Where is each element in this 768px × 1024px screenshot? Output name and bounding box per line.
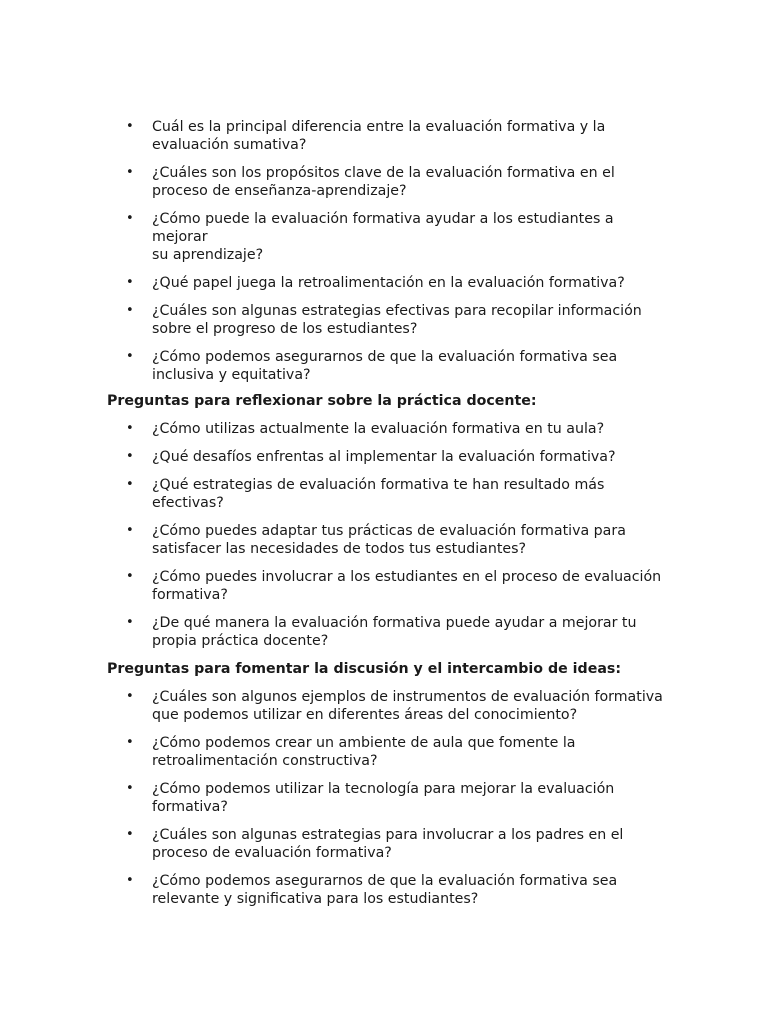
question-line: proceso de evaluación formativa? [152,845,392,861]
question-line: proceso de enseñanza-aprendizaje? [152,183,407,199]
question-line: ¿Cómo puedes adaptar tus prácticas de evaluación formativa para [152,523,626,539]
bullet-icon: • [126,349,134,364]
question-line: Cuál es la principal diferencia entre la evaluación formativa y la [152,119,606,135]
question-line: satisfacer las necesidades de todos tus estudiantes? [152,541,527,557]
question-line: ¿Cuáles son algunos ejemplos de instrumentos de evaluación formativa [152,689,663,705]
bullet-icon: • [126,569,134,584]
list-item [0,274,664,292]
bullet-icon: • [126,523,134,538]
list-item [0,118,664,154]
list-item [0,210,664,264]
list-item [0,476,664,512]
question-line: su aprendizaje? [152,247,264,263]
question-line: efectivas? [152,495,224,511]
question-line: inclusiva y equitativa? [152,367,311,383]
question-line: ¿Qué papel juega la retroalimentación en la evaluación formativa? [152,275,625,291]
list-item [0,614,664,650]
list-item [0,780,664,816]
reflection-question-list [0,420,768,650]
question-line: propia práctica docente? [152,633,329,649]
bullet-icon: • [126,165,134,180]
list-item [0,872,664,908]
question-line: ¿Qué estrategias de evaluación formativa te han resultado más [152,477,605,493]
list-item [0,688,664,724]
bullet-icon: • [126,477,134,492]
bullet-icon: • [126,615,134,630]
discussion-question-list [0,688,768,908]
list-item [0,448,664,466]
bullet-icon: • [126,873,134,888]
question-line: ¿Cuáles son algunas estrategias efectivas para recopilar información [152,303,642,319]
bullet-icon: • [126,449,134,464]
list-item [0,826,664,862]
question-line: formativa? [152,799,228,815]
bullet-icon: • [126,303,134,318]
list-item [0,420,664,438]
section-heading-reflection: Preguntas para reflexionar sobre la práctica docente: [107,393,537,409]
intro-question-list [0,118,768,384]
question-line: ¿Cómo puedes involucrar a los estudiantes en el proceso de evaluación [152,569,662,585]
bullet-icon: • [126,781,134,796]
list-item [0,568,664,604]
question-line: ¿Cómo puede la evaluación formativa ayudar a los estudiantes a mejorar [152,211,614,245]
question-line: formativa? [152,587,228,603]
question-line: ¿Cómo podemos crear un ambiente de aula que fomente la [152,735,576,751]
question-line: ¿Cómo podemos asegurarnos de que la evaluación formativa sea [152,349,618,365]
list-item [0,302,664,338]
question-line: retroalimentación constructiva? [152,753,378,769]
list-item [0,164,664,200]
bullet-icon: • [126,689,134,704]
bullet-icon: • [126,421,134,436]
list-item [0,348,664,384]
question-line: ¿Cuáles son los propósitos clave de la evaluación formativa en el [152,165,615,181]
question-line: evaluación sumativa? [152,137,307,153]
bullet-icon: • [126,211,134,226]
bullet-icon: • [126,275,134,290]
question-line: ¿Qué desafíos enfrentas al implementar la evaluación formativa? [152,449,616,465]
question-line: sobre el progreso de los estudiantes? [152,321,418,337]
question-line: que podemos utilizar en diferentes áreas del conocimiento? [152,707,578,723]
question-line: ¿Cómo podemos asegurarnos de que la evaluación formativa sea [152,873,618,889]
document-page [0,118,768,918]
question-line: ¿Cuáles son algunas estrategias para involucrar a los padres en el [152,827,624,843]
section-heading-discussion: Preguntas para fomentar la discusión y el intercambio de ideas: [107,661,622,677]
question-line: relevante y significativa para los estudiantes? [152,891,479,907]
bullet-icon: • [126,827,134,842]
question-line: ¿De qué manera la evaluación formativa puede ayudar a mejorar tu [152,615,637,631]
question-line: ¿Cómo utilizas actualmente la evaluación formativa en tu aula? [152,421,605,437]
question-line: ¿Cómo podemos utilizar la tecnología para mejorar la evaluación [152,781,615,797]
list-item [0,734,664,770]
bullet-icon: • [126,735,134,750]
bullet-icon: • [126,119,134,134]
list-item [0,522,664,558]
